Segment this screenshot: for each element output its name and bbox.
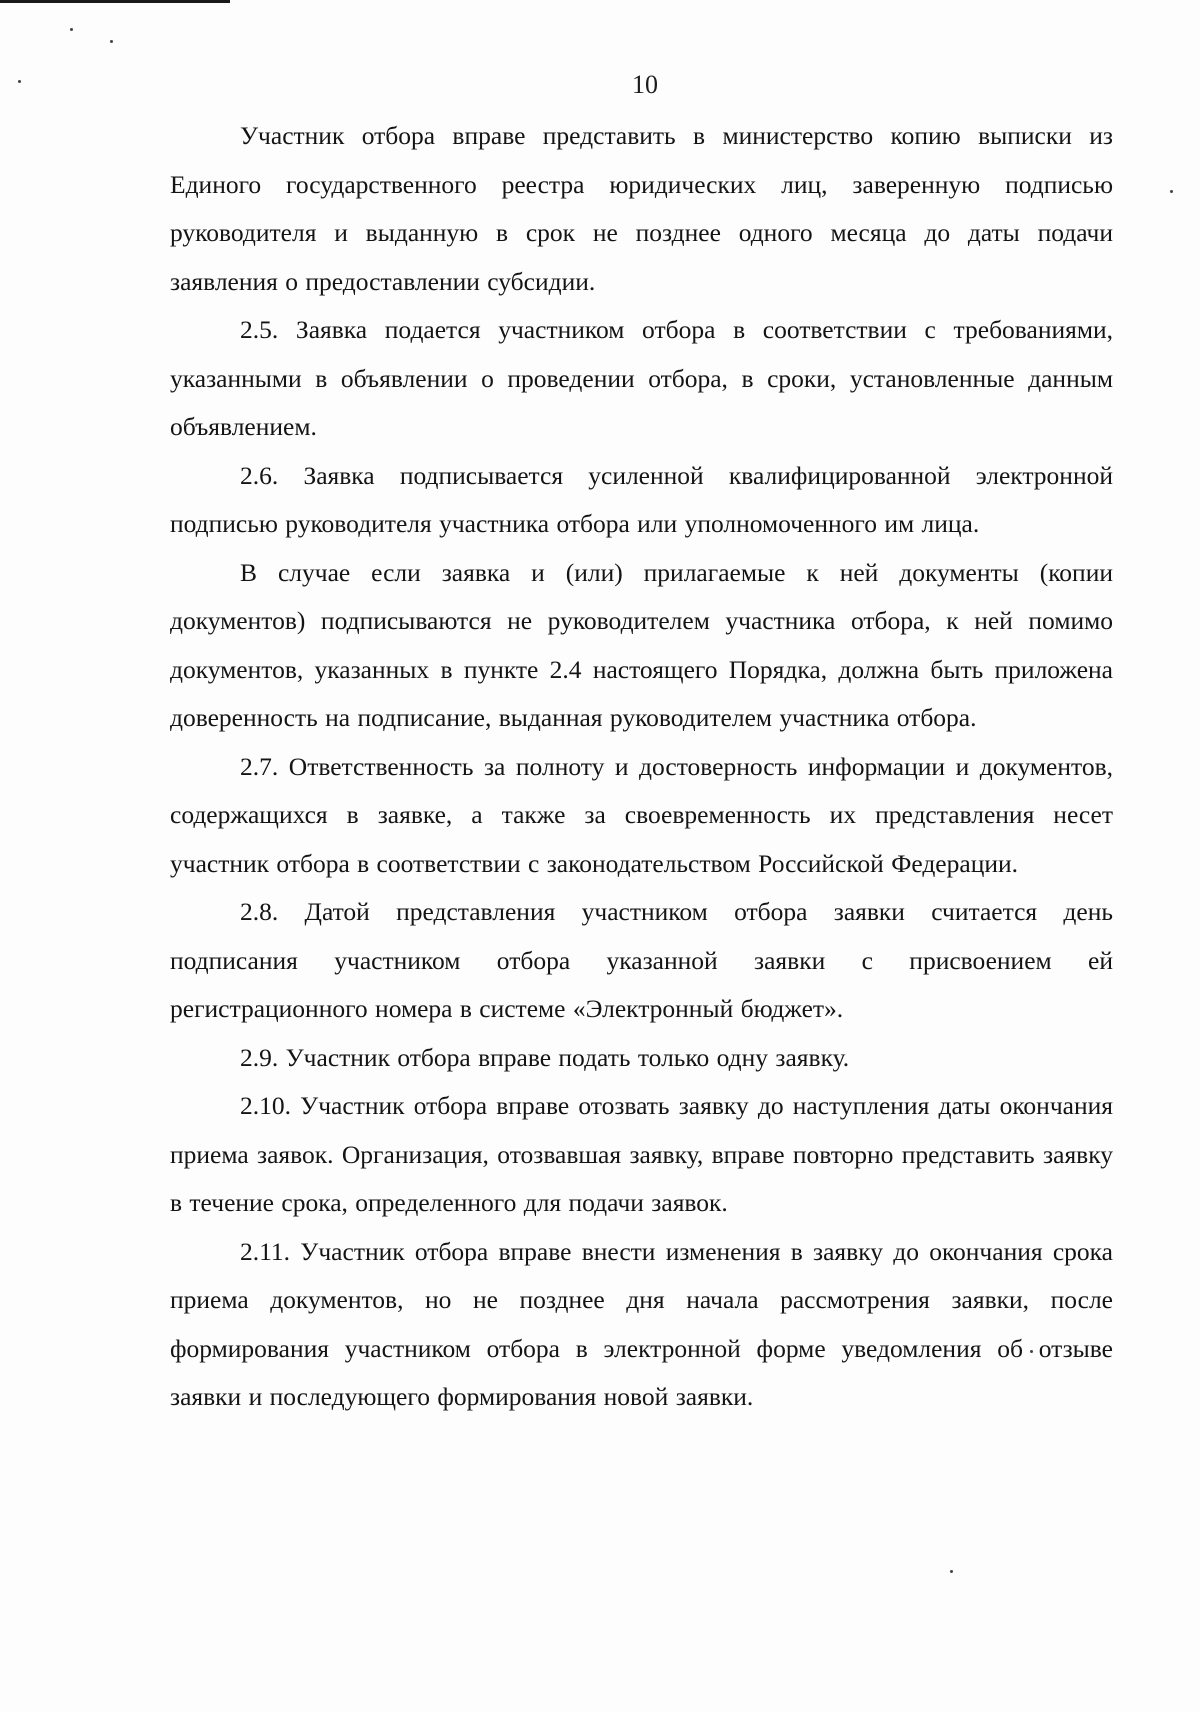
scan-speck — [110, 40, 113, 43]
paragraph-2-10: 2.10. Участник отбора вправе отозвать заявку до наступления даты окончания приема заявок. Организация, отозвавшая заявку, вправе повторно представить заявку в течение срока, определенного для подачи заявок. — [170, 1091, 1113, 1217]
paragraph-2-11: 2.11. Участник отбора вправе внести изменения в заявку до окончания срока приема документов, но не позднее дня начала рассмотрения заявки, после формирования участником отбора в электронной форме уведомления об отзыве заявки и последующего формирования новой заявки. — [170, 1236, 1113, 1411]
page-number: 10 — [632, 70, 658, 99]
scan-speck — [1170, 190, 1173, 193]
paragraph-2-5: 2.5. Заявка подается участником отбора в соответствии с требованиями, указанными в объявлении о проведении отбора, в сроки, установленные данным объявлением. — [170, 315, 1113, 441]
paragraph-2-6: 2.6. Заявка подписывается усиленной квалифицированной электронной подписью руководителя участника отбора или уполномоченного им лица. — [170, 460, 1113, 538]
scan-speck — [70, 28, 73, 31]
scan-edge-mark — [0, 0, 230, 3]
paragraph-2-8: 2.8. Датой представления участником отбора заявки считается день подписания участником отбора указанной заявки с присвоением ей регистрационного номера в системе «Электронный бюджет». — [170, 897, 1113, 1023]
paragraph-power-of-attorney: В случае если заявка и (или) прилагаемые к ней документы (копии документов) подписываются не руководителем участника отбора, к ней помимо документов, указанных в пункте 2.4 настоящего Порядка, должна быть приложена доверенность на подписание, выданная руководителем участника отбора. — [170, 557, 1113, 732]
paragraph-2-7: 2.7. Ответственность за полноту и достоверность информации и документов, содержащихся в заявке, а также за своевременность их представления несет участник отбора в соответствии с законодательством Российской Федерации. — [170, 751, 1113, 878]
document-body — [170, 112, 1113, 1422]
scan-speck — [950, 1570, 953, 1573]
paragraph-2-9: 2.9. Участник отбора вправе подать только одну заявку. — [240, 1042, 850, 1072]
paragraph-extract-right: Участник отбора вправе представить в министерство копию выписки из Единого государственного реестра юридических лиц, заверенную подписью руководителя и выданную в срок не позднее одного месяца до даты подачи заявления о предоставлении субсидии. — [170, 121, 1113, 296]
